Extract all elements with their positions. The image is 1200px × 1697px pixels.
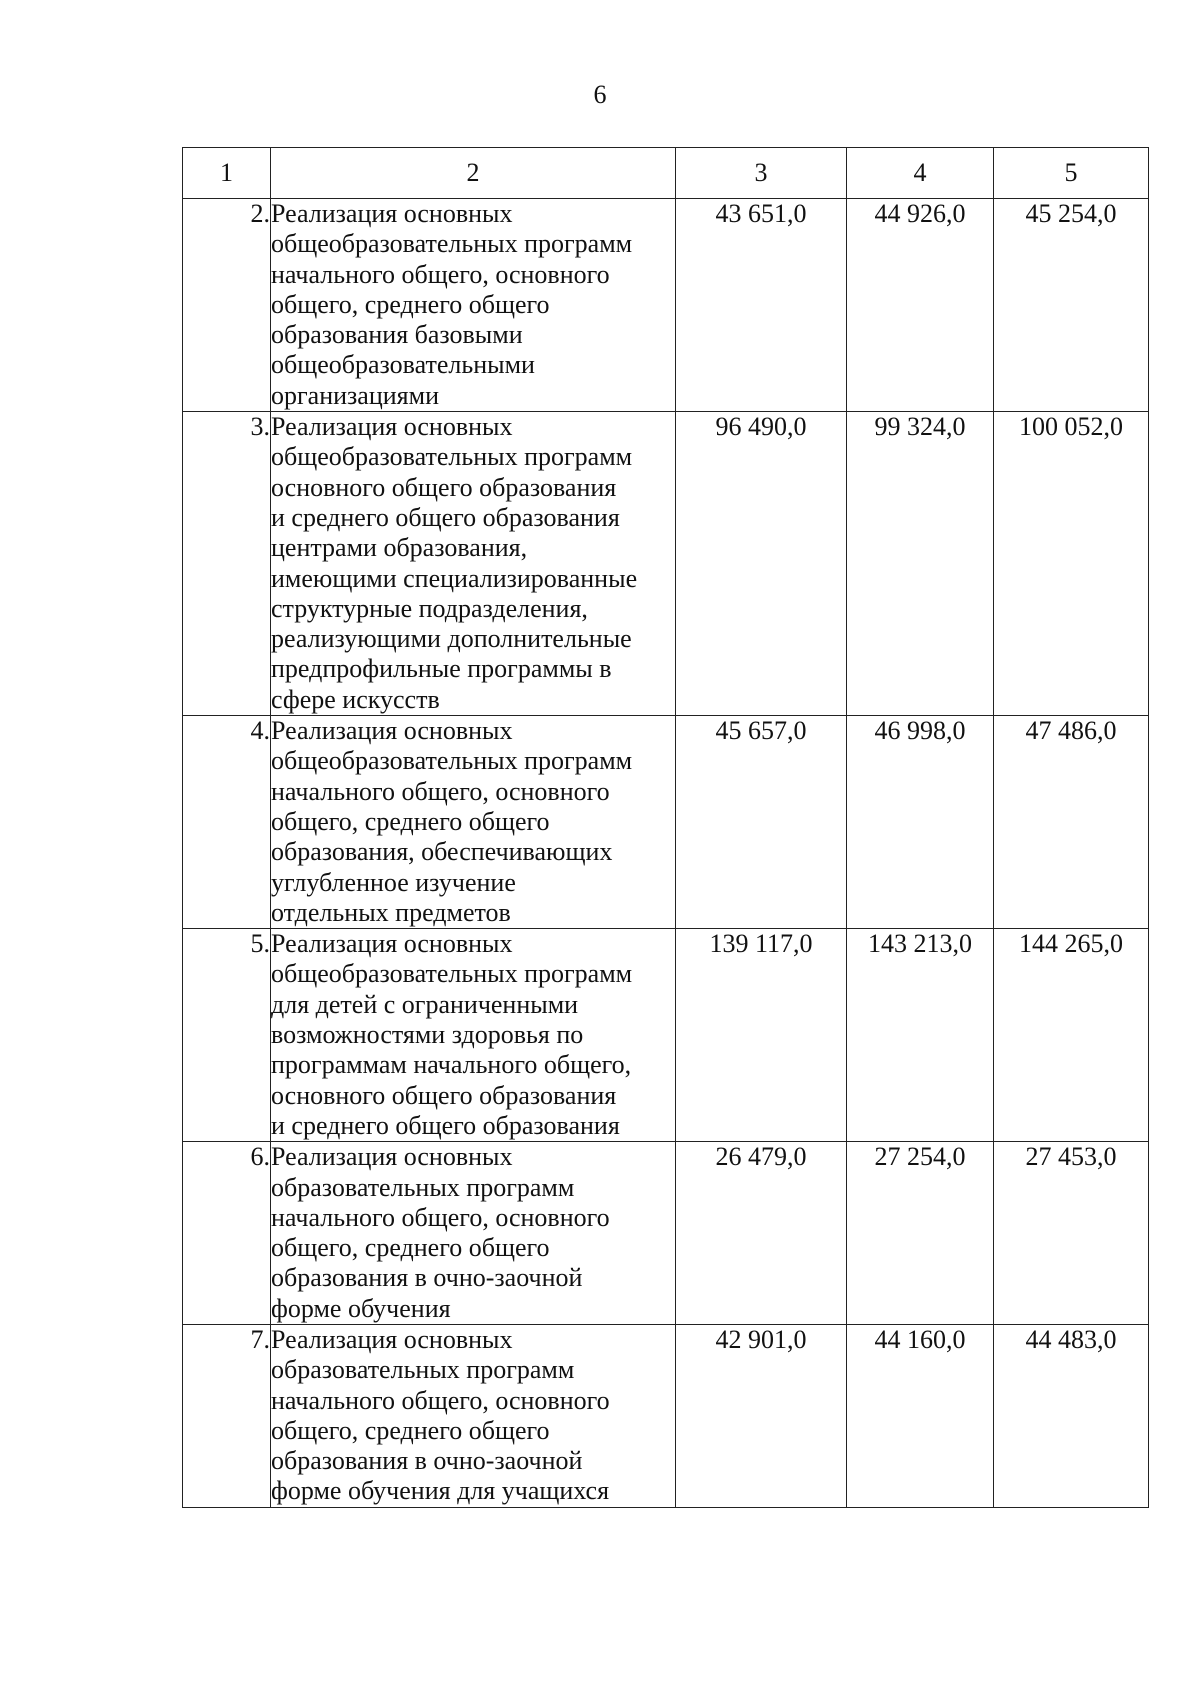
description-line: структурные подразделения,: [271, 593, 588, 623]
budget-table: [182, 147, 1149, 1508]
table-row: [183, 1324, 1149, 1507]
row-number: 7.: [183, 1324, 271, 1507]
description-line: Реализация основных: [271, 929, 513, 959]
description-line: и среднего общего образования: [271, 502, 620, 532]
description-line: начального общего, основного: [271, 1385, 610, 1415]
description-line: и среднего общего образования: [271, 1110, 620, 1140]
description-line: общего, среднего общего: [271, 806, 550, 836]
description-line: образования, обеспечивающих: [271, 837, 613, 867]
description-line: общего, среднего общего: [271, 289, 550, 319]
value-v3: 96 490,0: [676, 412, 847, 716]
description-line: образовательных программ: [271, 1355, 575, 1385]
value-v4: 143 213,0: [847, 929, 994, 1142]
description-line: начального общего, основного: [271, 1202, 610, 1232]
table-row: [183, 199, 1149, 412]
table-row: [183, 716, 1149, 929]
page-number: 6: [593, 80, 607, 109]
description-line: образования базовыми: [271, 320, 523, 350]
description-line: форме обучения для учащихся: [271, 1476, 610, 1506]
description-line: сфере искусств: [271, 684, 440, 714]
value-v4: 99 324,0: [847, 412, 994, 716]
row-description: [271, 929, 676, 1142]
description-line: для детей с ограниченными: [271, 989, 579, 1019]
description-line: общеобразовательных программ: [271, 746, 633, 776]
description-line: Реализация основных: [271, 716, 513, 746]
row-description: [271, 716, 676, 929]
header-cell: 4: [847, 148, 994, 199]
description-line: образования в очно-заочной: [271, 1263, 583, 1293]
row-description: [271, 412, 676, 716]
description-line: образования в очно-заочной: [271, 1446, 583, 1476]
value-v5: 144 265,0: [994, 929, 1149, 1142]
row-description: [271, 1142, 676, 1325]
description-line: имеющими специализированные: [271, 563, 638, 593]
table-row: [183, 412, 1149, 716]
description-line: Реализация основных: [271, 1324, 513, 1354]
header-row: [183, 148, 1149, 199]
value-v4: 44 160,0: [847, 1324, 994, 1507]
value-v5: 27 453,0: [994, 1142, 1149, 1325]
description-line: программам начального общего,: [271, 1050, 632, 1080]
value-v3: 139 117,0: [676, 929, 847, 1142]
table-row: [183, 929, 1149, 1142]
value-v5: 47 486,0: [994, 716, 1149, 929]
description-line: предпрофильные программы в: [271, 654, 612, 684]
description-line: общего, среднего общего: [271, 1415, 550, 1445]
description-line: углубленное изучение: [271, 867, 516, 897]
table-body: [183, 199, 1149, 1508]
value-v4: 44 926,0: [847, 199, 994, 412]
description-line: основного общего образования: [271, 1080, 617, 1110]
value-v4: 27 254,0: [847, 1142, 994, 1325]
description-line: основного общего образования: [271, 472, 617, 502]
header-cell: 2: [271, 148, 676, 199]
description-line: форме обучения: [271, 1293, 451, 1323]
row-number: 3.: [183, 412, 271, 716]
table-row: [183, 1142, 1149, 1325]
header-cell: 1: [183, 148, 271, 199]
description-line: реализующими дополнительные: [271, 624, 632, 654]
description-line: Реализация основных: [271, 412, 513, 442]
description-line: образовательных программ: [271, 1172, 575, 1202]
value-v3: 45 657,0: [676, 716, 847, 929]
value-v5: 44 483,0: [994, 1324, 1149, 1507]
value-v4: 46 998,0: [847, 716, 994, 929]
description-line: общеобразовательными: [271, 350, 535, 380]
description-line: общего, среднего общего: [271, 1233, 550, 1263]
header-cell: 3: [676, 148, 847, 199]
description-line: общеобразовательных программ: [271, 229, 633, 259]
description-line: отдельных предметов: [271, 897, 511, 927]
value-v5: 100 052,0: [994, 412, 1149, 716]
description-line: общеобразовательных программ: [271, 442, 633, 472]
description-line: начального общего, основного: [271, 259, 610, 289]
description-line: Реализация основных: [271, 1142, 513, 1172]
row-number: 2.: [183, 199, 271, 412]
row-description: [271, 199, 676, 412]
value-v3: 42 901,0: [676, 1324, 847, 1507]
description-line: центрами образования,: [271, 533, 528, 563]
description-line: общеобразовательных программ: [271, 959, 633, 989]
description-line: Реализация основных: [271, 199, 513, 228]
row-number: 4.: [183, 716, 271, 929]
row-description: [271, 1324, 676, 1507]
description-line: начального общего, основного: [271, 776, 610, 806]
description-line: возможностями здоровья по: [271, 1020, 584, 1050]
row-number: 6.: [183, 1142, 271, 1325]
header-cell: 5: [994, 148, 1149, 199]
value-v3: 43 651,0: [676, 199, 847, 412]
row-number: 5.: [183, 929, 271, 1142]
value-v5: 45 254,0: [994, 199, 1149, 412]
value-v3: 26 479,0: [676, 1142, 847, 1325]
description-line: организациями: [271, 380, 439, 410]
